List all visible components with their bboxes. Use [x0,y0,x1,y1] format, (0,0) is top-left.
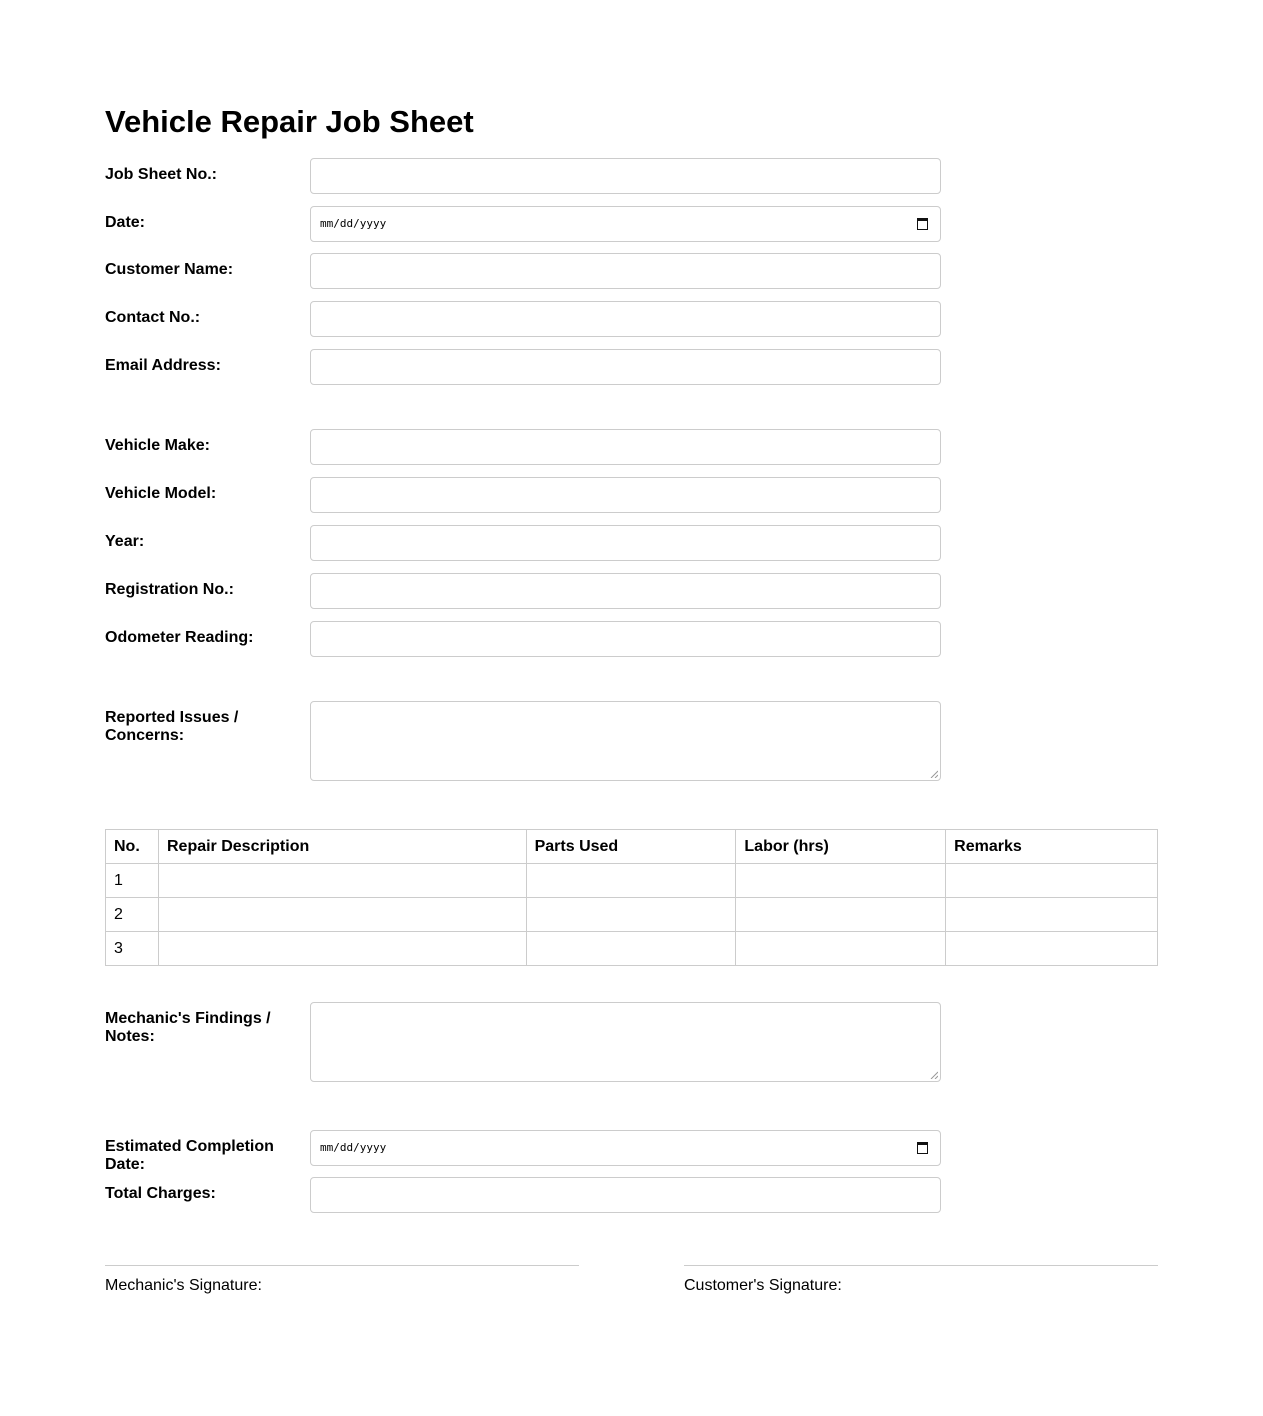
job-sheet-no-input[interactable] [310,158,941,194]
parts-used-cell[interactable] [526,864,736,898]
row-number: 1 [106,864,159,898]
table-row [106,864,1158,898]
vehicle-make-input[interactable] [310,429,941,465]
parts-used-cell[interactable] [526,932,736,966]
table-row [106,898,1158,932]
page-title: Vehicle Repair Job Sheet [105,104,474,139]
mechanic-signature[interactable] [105,1265,579,1295]
contact-no-input[interactable] [310,301,941,337]
reported-issues-label: Reported Issues / Concerns: [105,709,239,744]
date-input[interactable] [310,206,941,242]
email-input[interactable] [310,349,941,385]
vehicle-model-label: Vehicle Model: [105,485,217,502]
repair-description-cell[interactable] [158,932,526,966]
estimated-completion-input[interactable] [310,1130,941,1166]
year-input[interactable] [310,525,941,561]
total-charges-input[interactable] [310,1177,941,1213]
mechanic-findings-label: Mechanic's Findings / Notes: [105,1010,271,1045]
estimated-completion-placeholder: mm/dd/yyyy [320,1141,387,1154]
email-label: Email Address: [105,357,221,374]
vehicle-model-input[interactable] [310,477,941,513]
date-placeholder: mm/dd/yyyy [320,217,387,230]
header-parts-used: Parts Used [526,830,736,864]
registration-no-input[interactable] [310,573,941,609]
remarks-cell[interactable] [946,898,1158,932]
job-sheet-no-label: Job Sheet No.: [105,166,218,183]
repairs-table [105,829,1158,966]
vehicle-make-label: Vehicle Make: [105,437,210,454]
header-remarks: Remarks [946,830,1158,864]
header-repair-description: Repair Description [158,830,526,864]
labor-hrs-cell[interactable] [736,932,946,966]
date-label: Date: [105,214,146,231]
labor-hrs-cell[interactable] [736,864,946,898]
mechanic-signature-label: Mechanic's Signature: [105,1277,262,1294]
mechanic-findings-textarea[interactable] [310,1002,941,1082]
estimated-completion-label: Estimated Completion Date: [105,1138,274,1173]
table-row [106,932,1158,966]
odometer-input[interactable] [310,621,941,657]
row-number: 2 [106,898,159,932]
remarks-cell[interactable] [946,932,1158,966]
odometer-label: Odometer Reading: [105,629,254,646]
registration-no-label: Registration No.: [105,581,234,598]
customer-signature-label: Customer's Signature: [684,1277,842,1294]
header-no: No. [106,830,159,864]
parts-used-cell[interactable] [526,898,736,932]
calendar-icon[interactable] [917,218,928,230]
repair-description-cell[interactable] [158,898,526,932]
reported-issues-textarea[interactable] [310,701,941,781]
remarks-cell[interactable] [946,864,1158,898]
labor-hrs-cell[interactable] [736,898,946,932]
contact-no-label: Contact No.: [105,309,201,326]
year-label: Year: [105,533,145,550]
resize-handle-icon[interactable] [930,1071,938,1079]
customer-name-input[interactable] [310,253,941,289]
total-charges-label: Total Charges: [105,1185,216,1202]
resize-handle-icon[interactable] [930,770,938,778]
table-header-row [106,830,1158,864]
repair-description-cell[interactable] [158,864,526,898]
header-labor-hrs: Labor (hrs) [736,830,946,864]
customer-name-label: Customer Name: [105,261,234,278]
customer-signature[interactable] [684,1265,1158,1295]
calendar-icon[interactable] [917,1142,928,1154]
row-number: 3 [106,932,159,966]
